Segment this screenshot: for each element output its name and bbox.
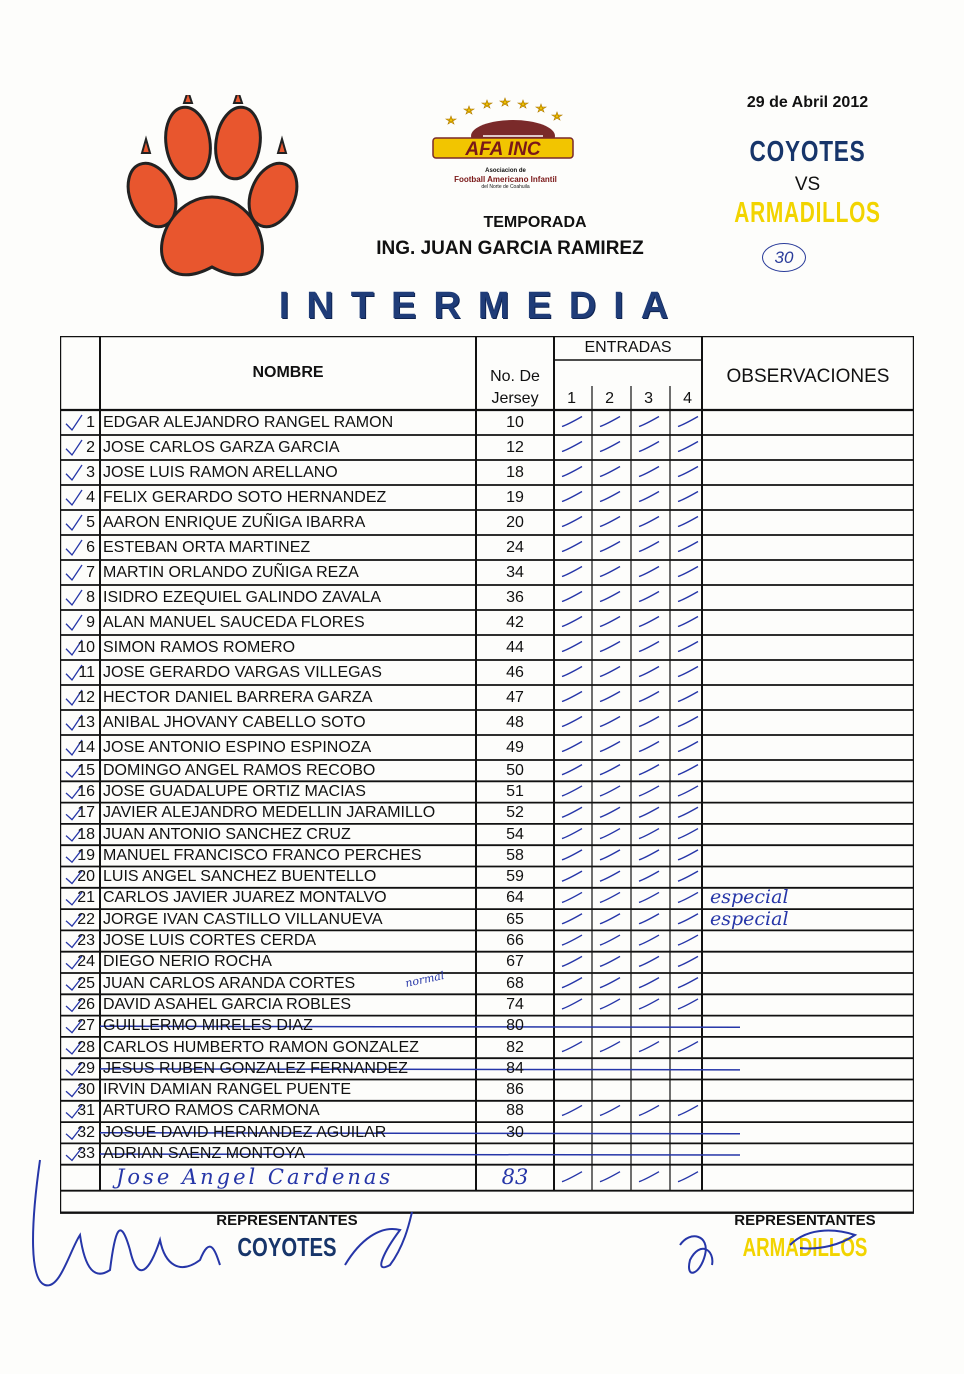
row-number: 26 (77, 995, 95, 1013)
entry-check-mark (600, 765, 620, 775)
entry-check-mark (600, 892, 620, 902)
row-number: 29 (77, 1059, 95, 1077)
entry-check-mark (562, 742, 582, 752)
player-name: JOSE LUIS RAMON ARELLANO (103, 463, 338, 481)
row-number: 16 (77, 782, 95, 800)
entry-check-mark (678, 892, 698, 902)
player-name: CARLOS HUMBERTO RAMON GONZALEZ (103, 1038, 419, 1056)
entry-check-mark (562, 442, 582, 452)
entry-check-mark (639, 1105, 659, 1115)
roster-table (60, 336, 914, 1215)
entry-check-mark (562, 567, 582, 577)
entry-check-mark (678, 642, 698, 652)
row-number: 13 (77, 713, 95, 731)
entry-check-mark (600, 829, 620, 839)
entry-check-mark (678, 567, 698, 577)
added-jersey-number: 83 (501, 1164, 529, 1189)
jersey-number: 47 (506, 688, 524, 706)
player-name: JOSE ANTONIO ESPINO ESPINOZA (103, 738, 372, 756)
row-number: 14 (77, 738, 95, 756)
entry-check-mark (639, 442, 659, 452)
jersey-number: 49 (506, 738, 524, 756)
jersey-number: 24 (506, 538, 524, 556)
row-number: 11 (78, 663, 95, 681)
player-name: JOSE GUADALUPE ORTIZ MACIAS (103, 782, 366, 800)
jersey-number: 48 (506, 713, 524, 731)
jersey-number: 80 (506, 1017, 524, 1035)
entry-check-mark (678, 829, 698, 839)
entry-check-mark (600, 717, 620, 727)
jersey-number: 84 (506, 1059, 524, 1077)
entry-check-mark (600, 617, 620, 627)
entry-check-mark (639, 542, 659, 552)
entry-check-mark (600, 467, 620, 477)
player-name: CARLOS JAVIER JUAREZ MONTALVO (103, 889, 387, 907)
entry-check-mark (600, 742, 620, 752)
entry-check-mark (600, 592, 620, 602)
entry-check-mark (600, 871, 620, 881)
entry-check-mark (562, 617, 582, 627)
jersey-number: 42 (506, 613, 524, 631)
entry-check-mark (600, 935, 620, 945)
player-name: JOSUE DAVID HERNANDEZ AGUILAR (103, 1123, 387, 1141)
player-name: SIMON RAMOS ROMERO (103, 638, 296, 656)
jersey-number: 74 (506, 995, 524, 1013)
entry-check-mark (600, 492, 620, 502)
entry-check-mark (562, 850, 582, 860)
entry-check-mark (639, 935, 659, 945)
rep-label-left: REPRESENTANTES (216, 1212, 358, 1229)
entry-check-mark (562, 914, 582, 924)
player-name: ADRIAN SAENZ MONTOYA (103, 1145, 306, 1163)
entry-check-mark (639, 786, 659, 796)
row-number: 5 (86, 513, 95, 531)
row-number: 30 (77, 1081, 95, 1099)
player-name: JOSE LUIS CORTES CERDA (103, 932, 317, 950)
entry-check-mark (562, 956, 582, 966)
entry-check-mark (678, 935, 698, 945)
entry-check-mark (678, 417, 698, 427)
season-name: ING. JUAN GARCIA RAMIREZ (376, 238, 644, 259)
entry-check-mark (639, 467, 659, 477)
entry-check-mark (678, 914, 698, 924)
row-number: 31 (77, 1102, 95, 1120)
entry-check-mark (678, 742, 698, 752)
entry-check-mark (639, 892, 659, 902)
row-number: 9 (86, 613, 95, 631)
entry-check-mark (562, 492, 582, 502)
jersey-number: 52 (506, 804, 524, 822)
entry-check-mark (562, 542, 582, 552)
col-name-header: NOMBRE (252, 364, 324, 381)
entry-check-mark (639, 517, 659, 527)
entry-check-mark (600, 999, 620, 1009)
entry-check-mark (600, 567, 620, 577)
entry-check-mark (562, 717, 582, 727)
entry-check-mark (639, 871, 659, 881)
entry-check-mark (678, 592, 698, 602)
entry-check-mark (600, 956, 620, 966)
jersey-number: 44 (506, 638, 524, 656)
row-number: 33 (77, 1145, 95, 1163)
entry-check-mark (562, 1172, 582, 1182)
jersey-number: 64 (506, 889, 524, 907)
entry-check-mark (678, 807, 698, 817)
row-number: 19 (77, 846, 95, 864)
entry-col-4: 4 (683, 390, 692, 407)
col-jersey-header-1: No. De (490, 368, 540, 385)
entry-check-mark (600, 978, 620, 988)
entry-check-mark (600, 807, 620, 817)
entry-check-mark (562, 978, 582, 988)
player-name: ANIBAL JHOVANY CABELLO SOTO (103, 713, 366, 731)
player-name: AARON ENRIQUE ZUÑIGA IBARRA (103, 513, 366, 531)
row-number: 3 (86, 463, 95, 481)
entry-check-mark (639, 417, 659, 427)
player-name: MARTIN ORLANDO ZUÑIGA REZA (103, 563, 359, 581)
assoc-line2: Football Americano Infantil (454, 175, 557, 184)
player-name: JORGE IVAN CASTILLO VILLANUEVA (103, 910, 383, 928)
player-name: MANUEL FRANCISCO FRANCO PERCHES (103, 846, 422, 864)
rep-team-right: ARMADILLOS (742, 1232, 868, 1262)
entry-check-mark (639, 807, 659, 817)
entry-check-mark (639, 765, 659, 775)
assoc-line1: Asociacion de (485, 168, 526, 174)
col-entries-header: ENTRADAS (584, 339, 672, 356)
entry-check-mark (639, 492, 659, 502)
entry-check-mark (639, 1042, 659, 1052)
player-name: DIEGO NERIO ROCHA (103, 953, 272, 971)
row-number: 8 (86, 588, 95, 606)
row-number: 2 (86, 438, 95, 456)
entry-check-mark (678, 442, 698, 452)
added-player-name: Jose Angel Cardenas (116, 1164, 394, 1189)
entry-check-mark (678, 956, 698, 966)
row-number: 7 (86, 563, 95, 581)
player-name: EDGAR ALEJANDRO RANGEL RAMON (103, 413, 394, 431)
entry-check-mark (639, 692, 659, 702)
category-title: INTERMEDIA (278, 285, 686, 327)
entry-check-mark (678, 1172, 698, 1182)
paw-logo (120, 95, 305, 285)
entry-check-mark (562, 642, 582, 652)
game-date: 29 de Abril 2012 (746, 94, 869, 111)
row-number: 24 (77, 953, 95, 971)
entry-check-mark (678, 850, 698, 860)
entry-check-mark (678, 517, 698, 527)
player-name: JUAN ANTONIO SANCHEZ CRUZ (103, 825, 351, 843)
entry-check-mark (639, 914, 659, 924)
entry-col-1: 1 (567, 390, 576, 407)
entry-check-mark (600, 1105, 620, 1115)
entry-check-mark (600, 786, 620, 796)
entry-check-mark (600, 1172, 620, 1182)
entry-check-mark (562, 765, 582, 775)
row-number: 20 (77, 868, 95, 886)
entry-check-mark (639, 956, 659, 966)
rep-label-right: REPRESENTANTES (734, 1212, 876, 1229)
handwritten-note: normal (404, 969, 446, 990)
jersey-number: 50 (506, 761, 524, 779)
player-name: IRVIN DAMIAN RANGEL PUENTE (103, 1081, 352, 1099)
col-jersey-header-2: Jersey (491, 390, 539, 407)
entry-check-mark (678, 467, 698, 477)
entry-check-mark (639, 642, 659, 652)
season-label: TEMPORADA (483, 214, 587, 231)
score-note: 30 (762, 243, 806, 272)
entry-check-mark (562, 1105, 582, 1115)
entry-check-mark (678, 978, 698, 988)
row-number: 10 (77, 638, 95, 656)
away-team: ARMADILLOS (734, 197, 881, 229)
entry-check-mark (562, 829, 582, 839)
player-name: ARTURO RAMOS CARMONA (103, 1102, 320, 1120)
jersey-number: 51 (506, 782, 524, 800)
row-number: 21 (77, 889, 95, 907)
entry-check-mark (600, 542, 620, 552)
entry-check-mark (600, 850, 620, 860)
entry-check-mark (600, 642, 620, 652)
jersey-number: 67 (506, 953, 524, 971)
entry-check-mark (639, 742, 659, 752)
row-number: 28 (77, 1038, 95, 1056)
observation-note: especial (710, 886, 789, 909)
player-name: HECTOR DANIEL BARRERA GARZA (103, 688, 373, 706)
row-number: 15 (77, 761, 95, 779)
jersey-number: 82 (506, 1038, 524, 1056)
entry-check-mark (639, 1172, 659, 1182)
observation-note: especial (710, 907, 789, 930)
row-number: 6 (86, 538, 95, 556)
jersey-number: 10 (506, 413, 524, 431)
entry-check-mark (639, 850, 659, 860)
entry-check-mark (562, 807, 582, 817)
jersey-number: 88 (506, 1102, 524, 1120)
jersey-number: 12 (506, 438, 524, 456)
row-number: 23 (77, 932, 95, 950)
entry-check-mark (678, 492, 698, 502)
entry-check-mark (600, 667, 620, 677)
player-name: FELIX GERARDO SOTO HERNANDEZ (103, 488, 387, 506)
entry-check-mark (639, 667, 659, 677)
entry-check-mark (600, 442, 620, 452)
entry-check-mark (562, 417, 582, 427)
player-name: JOSE CARLOS GARZA GARCIA (103, 438, 340, 456)
player-name: DOMINGO ANGEL RAMOS RECOBO (103, 761, 376, 779)
player-name: JAVIER ALEJANDRO MEDELLIN JARAMILLO (103, 804, 436, 822)
jersey-number: 19 (506, 488, 524, 506)
entry-check-mark (562, 467, 582, 477)
entry-check-mark (562, 1042, 582, 1052)
jersey-number: 58 (506, 846, 524, 864)
entry-check-mark (562, 871, 582, 881)
entry-check-mark (600, 417, 620, 427)
entry-check-mark (562, 517, 582, 527)
entry-check-mark (678, 765, 698, 775)
entry-check-mark (600, 692, 620, 702)
row-number: 1 (86, 413, 95, 431)
player-name: JESUS RUBEN GONZALEZ FERNANDEZ (103, 1059, 408, 1077)
player-name: JUAN CARLOS ARANDA CORTES (103, 974, 356, 992)
entry-check-mark (678, 617, 698, 627)
row-number: 22 (77, 910, 95, 928)
entry-check-mark (639, 717, 659, 727)
entry-col-3: 3 (644, 390, 653, 407)
entry-check-mark (639, 829, 659, 839)
entry-check-mark (562, 892, 582, 902)
jersey-number: 18 (506, 463, 524, 481)
entry-check-mark (639, 617, 659, 627)
player-name: ISIDRO EZEQUIEL GALINDO ZAVALA (103, 588, 381, 606)
jersey-number: 68 (506, 974, 524, 992)
jersey-number: 30 (506, 1123, 524, 1141)
row-number: 12 (77, 688, 95, 706)
entry-check-mark (562, 692, 582, 702)
assoc-line3: del Norte de Coahuila (481, 184, 530, 190)
entry-check-mark (678, 871, 698, 881)
entry-check-mark (562, 667, 582, 677)
entry-check-mark (600, 1042, 620, 1052)
entry-check-mark (639, 567, 659, 577)
jersey-number: 46 (506, 663, 524, 681)
entry-check-mark (678, 667, 698, 677)
entry-check-mark (600, 517, 620, 527)
row-number: 27 (77, 1017, 95, 1035)
row-number: 32 (77, 1123, 95, 1141)
home-team: COYOTES (749, 136, 866, 168)
col-obs-header: OBSERVACIONES (726, 366, 890, 387)
entry-check-mark (678, 1042, 698, 1052)
row-number: 25 (77, 974, 95, 992)
player-name: LUIS ANGEL SANCHEZ BUENTELLO (103, 868, 377, 886)
player-name: ESTEBAN ORTA MARTINEZ (103, 538, 311, 556)
player-name: DAVID ASAHEL GARCIA ROBLES (103, 995, 352, 1013)
jersey-number: 54 (506, 825, 524, 843)
entry-check-mark (562, 786, 582, 796)
entry-check-mark (678, 999, 698, 1009)
jersey-number: 20 (506, 513, 524, 531)
entry-check-mark (639, 999, 659, 1009)
entry-check-mark (600, 914, 620, 924)
row-number: 18 (77, 825, 95, 843)
player-name: JOSE GERARDO VARGAS VILLEGAS (103, 663, 382, 681)
entry-check-mark (678, 1105, 698, 1115)
entry-check-mark (562, 999, 582, 1009)
entry-check-mark (562, 592, 582, 602)
jersey-number: 65 (506, 910, 524, 928)
entry-check-mark (678, 717, 698, 727)
entry-col-2: 2 (605, 390, 614, 407)
vs-label: VS (794, 174, 821, 195)
entry-check-mark (678, 542, 698, 552)
entry-check-mark (562, 935, 582, 945)
jersey-number: 59 (506, 868, 524, 886)
player-name: GUILLERMO MIRELES DIAZ (103, 1017, 313, 1035)
signature-right (680, 1236, 712, 1272)
logo-text: AFA INC (465, 139, 541, 160)
entry-check-mark (678, 786, 698, 796)
jersey-number: 36 (506, 588, 524, 606)
entry-check-mark (678, 692, 698, 702)
jersey-number: 34 (506, 563, 524, 581)
rep-team-left: COYOTES (237, 1232, 337, 1262)
row-number: 4 (86, 488, 95, 506)
jersey-number: 86 (506, 1081, 524, 1099)
player-name: ALAN MANUEL SAUCEDA FLORES (103, 613, 365, 631)
row-number: 17 (77, 804, 95, 822)
jersey-number: 66 (506, 932, 524, 950)
entry-check-mark (639, 592, 659, 602)
entry-check-mark (639, 978, 659, 988)
